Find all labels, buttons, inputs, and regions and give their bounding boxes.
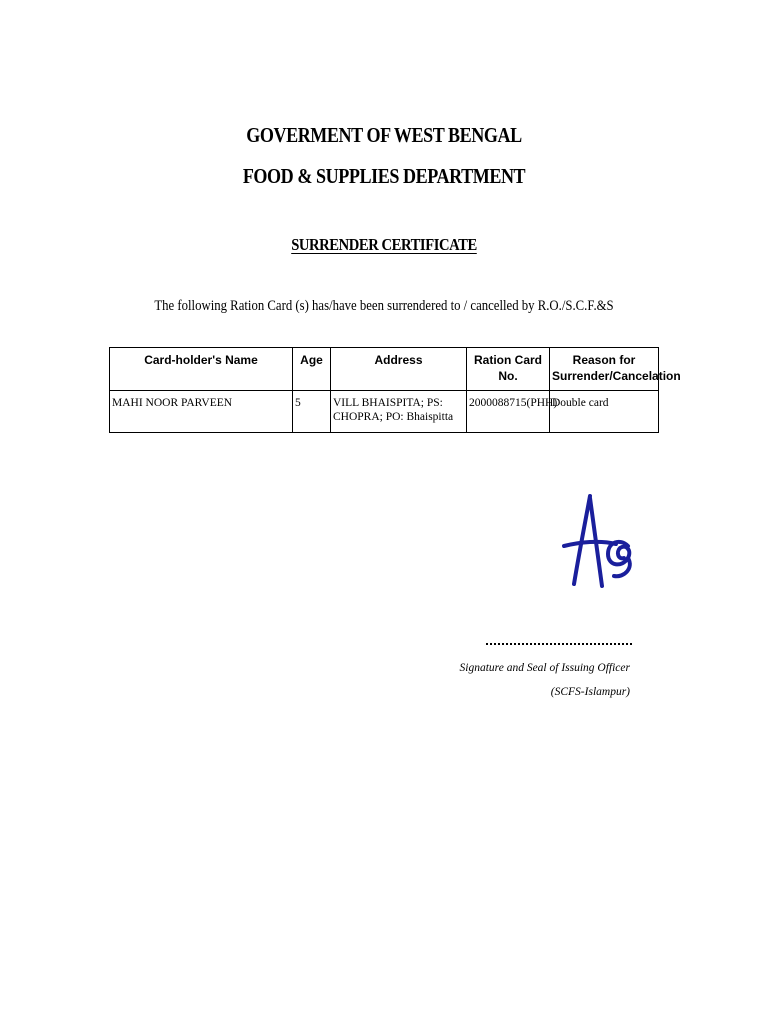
cell-name: MAHI NOOR PARVEEN [110,391,293,433]
department-heading-2: FOOD & SUPPLIES DEPARTMENT [242,164,526,188]
officer-signature [560,488,640,598]
table-header-row [110,348,659,391]
ration-card-table [109,347,681,433]
col-header-name: Card-holder's Name [110,348,293,391]
cell-address: VILL BHAISPITA; PS: CHOPRA; PO: Bhaispitta [331,391,467,433]
cell-age: 5 [293,391,331,433]
table-row [110,391,659,433]
col-header-address: Address [331,348,467,391]
cell-card-no: 2000088715(PHH) [467,391,550,433]
col-header-card-no: Ration Card No. [467,348,550,391]
col-header-reason: Reason for Surrender/Cancelation [550,348,659,391]
signature-line [486,640,632,645]
col-header-age: Age [293,348,331,391]
signature-label: Signature and Seal of Issuing Officer [459,662,630,674]
cell-reason: Double card [550,391,659,433]
intro-text: The following Ration Card (s) has/have been surrendered to / cancelled by R.O./S.C.F.&S [154,298,614,314]
certificate-title: SURRENDER CERTIFICATE [291,235,477,254]
department-heading-1: GOVERMENT OF WEST BENGAL [246,123,522,147]
office-label: (SCFS-Islampur) [550,686,630,698]
